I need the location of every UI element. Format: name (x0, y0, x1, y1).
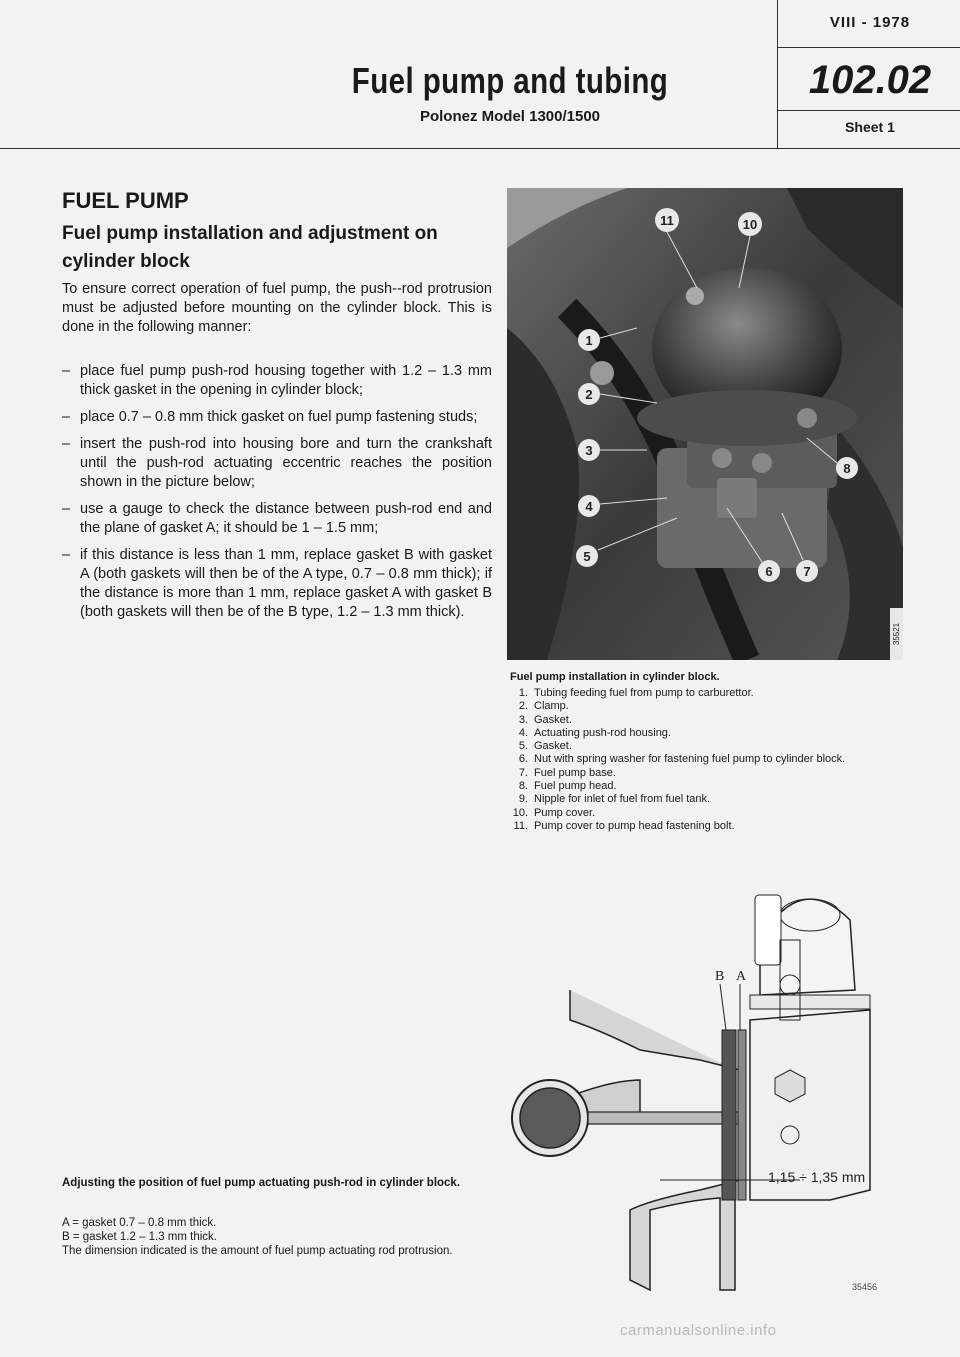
photo-caption-title: Fuel pump installation in cylinder block. (510, 671, 720, 683)
caption-line: B = gasket 1.2 – 1.3 mm thick. (62, 1231, 218, 1243)
legend-item: 11. Pump cover to pump head fastening bolt. (513, 819, 735, 832)
header-divider-vertical (777, 0, 778, 148)
callout-label: 3 (585, 443, 593, 458)
callout-label: 7 (803, 564, 811, 579)
callout-label: 8 (843, 461, 851, 476)
intro-paragraph: To ensure correct operation of fuel pump, the push--rod protrusion must be adjusted before mounting on the cylinder block. This is done in the following manner: (62, 281, 492, 335)
procedure-step (62, 546, 492, 622)
callout-label: 5 (583, 549, 591, 564)
step-dash: – (62, 501, 71, 517)
callout-label: 6 (765, 564, 773, 579)
step-dash: – (62, 409, 71, 425)
procedure-step (62, 408, 492, 427)
legend-item: 6. Nut with spring washer for fastening fuel pump to cylinder block. (518, 753, 846, 766)
callout-label: 10 (742, 217, 758, 232)
photo-legend (510, 687, 910, 833)
legend-item: 7. Fuel pump base. (518, 766, 616, 779)
legend-item: 9. Nipple for inlet of fuel from fuel tank. (518, 793, 711, 806)
procedure-step (62, 435, 492, 492)
section-code: 102.02 (808, 58, 932, 102)
page-subtitle: Polonez Model 1300/1500 (419, 108, 601, 125)
drawing-caption-details (62, 1216, 492, 1258)
step-text: use a gauge to check the distance between push-rod end and the plane of gasket A; it should be 1 – 1.5 mm; (80, 501, 492, 536)
procedure-steps (62, 362, 492, 630)
header-box-divider-top (777, 47, 960, 48)
subsection-title: Fuel pump installation and adjustment on cylinder block (62, 223, 438, 272)
section-title: FUEL PUMP (62, 188, 189, 213)
header-box-divider-bottom (777, 110, 960, 111)
step-dash: – (62, 547, 71, 563)
callout-label: 1 (585, 333, 593, 348)
pushrod-adjustment-drawing (500, 880, 910, 1300)
legend-item: 1. Tubing feeding fuel from pump to carburettor. (518, 687, 754, 699)
procedure-step (62, 500, 492, 538)
callout-label: 2 (585, 387, 593, 402)
fuel-pump-photo (507, 188, 903, 660)
step-dash: – (62, 363, 71, 379)
caption-line: A = gasket 0.7 – 0.8 mm thick. (62, 1217, 217, 1229)
legend-item: 8. Fuel pump head. (518, 780, 617, 793)
page-title: Fuel pump and tubing (351, 60, 669, 101)
legend-item: 4. Actuating push-rod housing. (518, 726, 671, 739)
step-text: place 0.7 – 0.8 mm thick gasket on fuel pump fastening studs; (80, 409, 478, 425)
caption-line: The dimension indicated is the amount of fuel pump actuating rod protrusion. (62, 1245, 453, 1257)
sheet-label: Sheet 1 (845, 119, 895, 135)
callout-label: 4 (585, 499, 593, 514)
gasket-b-label: B (715, 969, 725, 984)
step-dash: – (62, 436, 71, 452)
callout-label: 11 (660, 213, 674, 228)
step-text: insert the push-rod into housing bore and turn the crankshaft until the push-rod actuating eccentric reaches the position shown in the picture below; (80, 436, 492, 490)
drawing-number: 35456 (852, 1282, 878, 1292)
legend-item: 5. Gasket. (518, 740, 572, 753)
step-text: if this distance is less than 1 mm, replace gasket B with gasket A (both gaskets will then be of the A type, 0.7 – 0.8 mm thick); if the distance is more than 1 mm, replace gasket A with gasket B (both gaskets will then be of the B type, 1.2 – 1.3 mm thick). (80, 547, 492, 620)
header-divider (0, 148, 960, 149)
step-text: place fuel pump push-rod housing together with 1.2 – 1.3 mm thick gasket in the opening in cylinder block; (80, 363, 492, 398)
dimension-label: 1,15 ÷ 1,35 mm (768, 1169, 866, 1185)
legend-item: 2. Clamp. (518, 700, 569, 713)
legend-item: 10. Pump cover. (512, 806, 596, 819)
watermark: carmanualsonline.info (620, 1322, 777, 1339)
gasket-a-label: A (736, 969, 747, 984)
photo-number: 35521 (892, 622, 901, 646)
procedure-step (62, 362, 492, 400)
edition-label: VIII - 1978 (829, 14, 911, 31)
drawing-caption-title: Adjusting the position of fuel pump actuating push-rod in cylinder block. (62, 1177, 461, 1189)
legend-item: 3. Gasket. (518, 713, 572, 726)
